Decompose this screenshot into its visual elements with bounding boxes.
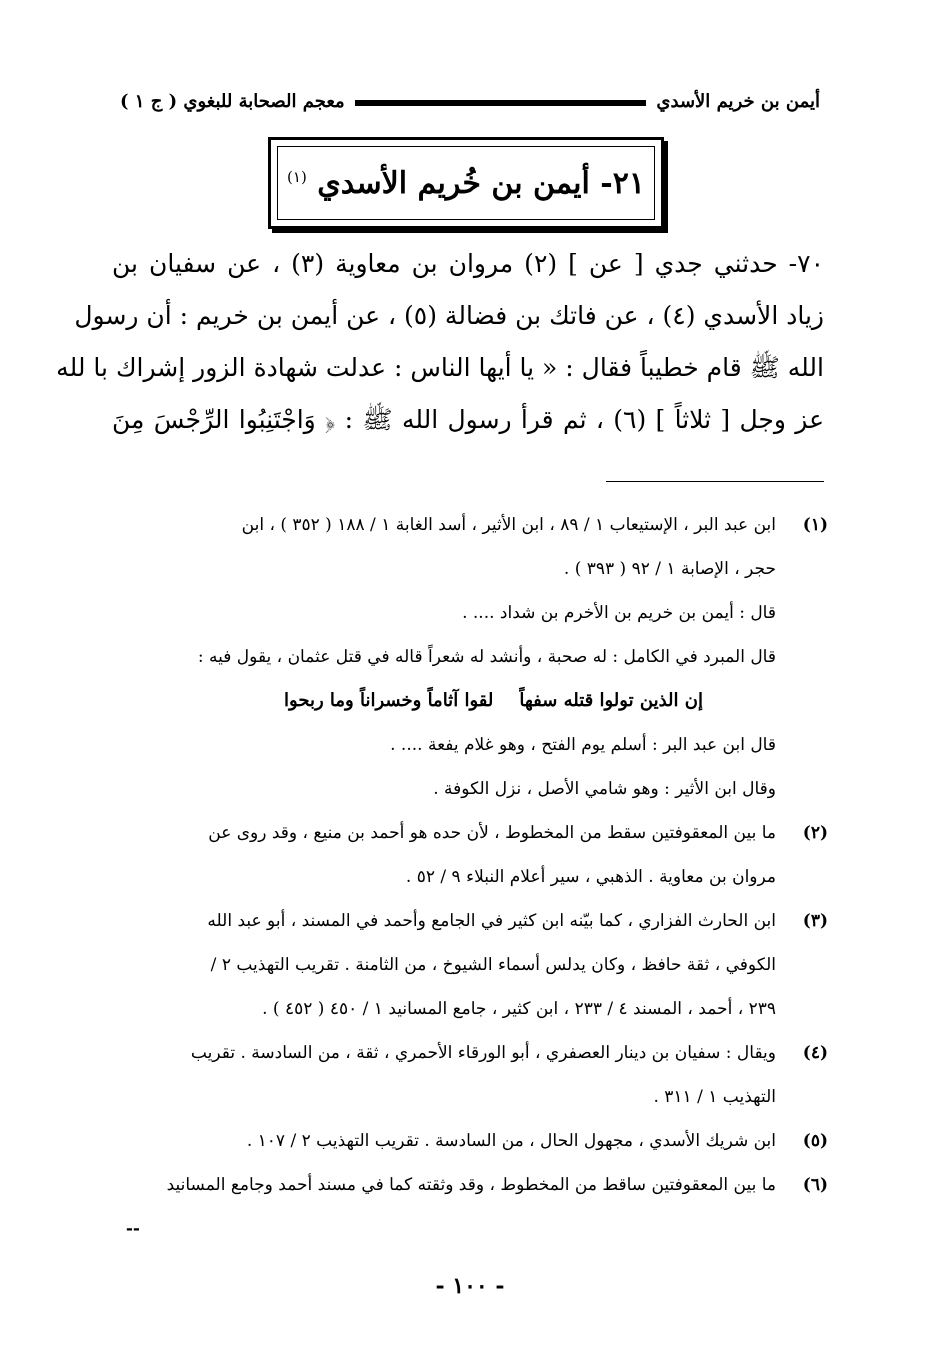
footnote-number: (٥) (802, 1131, 828, 1151)
footnote-number: (٣) (802, 911, 828, 931)
footnote-line: الكوفي ، ثقة حافظ ، وكان يدلس أسماء الشيوخ ، من الثامنة . تقريب التهذيب ٢ / (210, 955, 776, 975)
footnote-1 (112, 503, 828, 547)
footnote-text: ابن شريك الأسدي ، مجهول الحال ، من السادسة . تقريب التهذيب ٢ / ١٠٧ . (246, 1131, 776, 1151)
chapter-title-text: ٢١- أيمن بن خُريم الأسدي (317, 165, 645, 201)
verse-first-hemistich: إن الذين تولوا قتله سفهاً (519, 690, 703, 711)
footnote-line: ٢٣٩ ، أحمد ، المسند ٤ / ٢٣٣ ، ابن كثير ، جامع المسانيد ١ / ٤٥٠ ( ٤٥٢ ) . (262, 999, 776, 1019)
footnote-separator (606, 481, 824, 482)
footnote-6 (112, 1163, 828, 1207)
chapter-title-ref: (١) (287, 167, 307, 186)
footnote-verse (112, 679, 828, 723)
footnote-3 (112, 899, 828, 943)
footnote-line: قال المبرد في الكامل : له صحبة ، وأنشد له شعراً قاله في قتل عثمان ، يقول فيه : (197, 647, 776, 667)
footnote-line: وقال ابن الأثير : وهو شامي الأصل ، نزل الكوفة . (433, 779, 776, 799)
footnote-line: التهذيب ١ / ٣١١ . (653, 1087, 776, 1107)
main-line: زياد الأسدي (٤) ، عن فاتك بن فضالة (٥) ، عن أيمن بن خريم : أن رسول (74, 301, 824, 330)
continuation-mark: -- (125, 1219, 140, 1239)
footnote-5 (112, 1119, 828, 1163)
main-text (56, 238, 824, 446)
chapter-title-frame (277, 146, 655, 220)
footnote-text: ما بين المعقوفتين سقط من المخطوط ، لأن حده هو أحمد بن منيع ، وقد روى عن (208, 823, 776, 843)
footnote-line: مروان بن معاوية . الذهبي ، سير أعلام النبلاء ٩ / ٥٢ . (405, 867, 776, 887)
running-header (120, 86, 820, 116)
main-line: ٧٠- حدثني جدي [ عن ] (٢) مروان بن معاوية (٣) ، عن سفيان بن (112, 249, 824, 278)
footnote-text: ويقال : سفيان بن دينار العصفري ، أبو الورقاء الأحمري ، ثقة ، من السادسة . تقريب (190, 1043, 776, 1063)
footnote-line: قال ابن عبد البر : أسلم يوم الفتح ، وهو غلام يفعة .... . (390, 735, 776, 755)
chapter-title-box (268, 137, 664, 229)
footnote-number: (٦) (802, 1175, 828, 1195)
footnote-2 (112, 811, 828, 855)
header-entry-title: أيمن بن خريم الأسدي (656, 90, 820, 112)
footnotes (112, 503, 828, 1251)
chapter-title (287, 166, 645, 201)
main-line: عز وجل [ ثلاثاً ] (٦) ، ثم قرأ رسول الله ﷺ : ﴿ وَاجْتَنِبُوا الرِّجْسَ مِنَ (112, 405, 824, 434)
footnote-text: ما بين المعقوفتين ساقط من المخطوط ، وقد وثقته كما في مسند أحمد وجامع المسانيد (166, 1175, 776, 1195)
footnote-line: قال : أيمن بن خريم بن الأخرم بن شداد .... . (462, 603, 776, 623)
footnote-number: (١) (802, 515, 828, 535)
verse-second-hemistich: لقوا آثاماً وخسراناً وما ربحوا (284, 690, 494, 711)
footnote-number: (٤) (802, 1043, 828, 1063)
footnote-4 (112, 1031, 828, 1075)
footnote-number: (٢) (802, 823, 828, 843)
footnote-line: حجر ، الإصابة ١ / ٩٢ ( ٣٩٣ ) . (563, 559, 776, 579)
main-line: الله ﷺ قام خطيباً فقال : « يا أيها الناس : عدلت شهادة الزور إشراك با لله (56, 353, 824, 382)
footnote-text: ابن عبد البر ، الإستيعاب ١ / ٨٩ ، ابن الأثير ، أسد الغابة ١ / ١٨٨ ( ٣٥٢ ) ، ابن (241, 515, 776, 535)
header-rule (355, 100, 647, 106)
footnote-text: ابن الحارث الفزاري ، كما بيّنه ابن كثير في الجامع وأحمد في المسند ، أبو عبد الله (207, 911, 776, 931)
header-book-title: معجم الصحابة للبغوي ( ج ١ ) (120, 90, 345, 112)
page-number: - ١٠٠ - (435, 1273, 505, 1299)
